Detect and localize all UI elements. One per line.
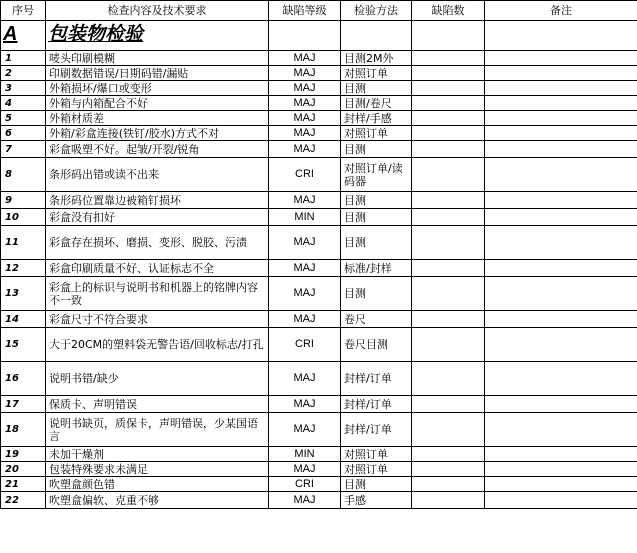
row-description: 吹塑盒颜色错	[46, 477, 269, 492]
row-remarks	[485, 158, 637, 192]
row-severity: MAJ	[269, 226, 341, 260]
section-row	[1, 21, 637, 51]
row-number: 20	[1, 462, 46, 477]
row-remarks	[485, 96, 637, 111]
row-description: 彩盒存在损坏、磨损、变形、脱胶、污渍	[46, 226, 269, 260]
row-description: 唛头印刷模糊	[46, 51, 269, 66]
col-header-method: 检验方法	[341, 1, 412, 21]
row-defect-count	[412, 96, 485, 111]
row-severity: CRI	[269, 328, 341, 362]
row-number: 16	[1, 362, 46, 396]
table-row	[1, 311, 637, 328]
row-remarks	[485, 51, 637, 66]
row-number: 3	[1, 81, 46, 96]
col-header-desc: 检查内容及技术要求	[46, 1, 269, 21]
row-number: 21	[1, 477, 46, 492]
row-defect-count	[412, 158, 485, 192]
row-method: 卷尺	[341, 311, 412, 328]
table-row	[1, 260, 637, 277]
row-number: 2	[1, 66, 46, 81]
table-row	[1, 81, 637, 96]
row-description: 彩盒上的标识与说明书和机器上的铭牌内容不一致	[46, 277, 269, 311]
row-number: 12	[1, 260, 46, 277]
table-row	[1, 447, 637, 462]
table-row	[1, 96, 637, 111]
row-remarks	[485, 362, 637, 396]
row-method: 对照订单/读码器	[341, 158, 412, 192]
row-remarks	[485, 126, 637, 141]
table-row	[1, 192, 637, 209]
table-row	[1, 492, 637, 509]
row-defect-count	[412, 209, 485, 226]
row-severity: MIN	[269, 447, 341, 462]
row-method: 目测	[341, 226, 412, 260]
row-severity: MAJ	[269, 260, 341, 277]
header-row	[1, 1, 637, 21]
col-header-no: 序号	[1, 1, 46, 21]
row-number: 15	[1, 328, 46, 362]
row-description: 说明书缺页，质保卡，声明错误，少某国语言	[46, 413, 269, 447]
row-method: 卷尺目测	[341, 328, 412, 362]
row-defect-count	[412, 447, 485, 462]
row-number: 9	[1, 192, 46, 209]
row-defect-count	[412, 141, 485, 158]
section-number: A	[1, 21, 46, 51]
row-defect-count	[412, 111, 485, 126]
row-defect-count	[412, 51, 485, 66]
row-method: 封样/订单	[341, 413, 412, 447]
row-defect-count	[412, 277, 485, 311]
row-defect-count	[412, 81, 485, 96]
row-number: 6	[1, 126, 46, 141]
row-remarks	[485, 447, 637, 462]
row-severity: MAJ	[269, 66, 341, 81]
row-number: 17	[1, 396, 46, 413]
table-row	[1, 66, 637, 81]
row-description: 保质卡、声明错误	[46, 396, 269, 413]
table-row	[1, 209, 637, 226]
row-description: 彩盒印刷质量不好、认证标志不全	[46, 260, 269, 277]
row-remarks	[485, 462, 637, 477]
table-row	[1, 277, 637, 311]
row-defect-count	[412, 462, 485, 477]
row-description: 外箱与内箱配合不好	[46, 96, 269, 111]
row-defect-count	[412, 413, 485, 447]
row-description: 外箱材质差	[46, 111, 269, 126]
row-description: 彩盒吸塑不好。起皱/开裂/锐角	[46, 141, 269, 158]
row-severity: CRI	[269, 477, 341, 492]
row-severity: MAJ	[269, 111, 341, 126]
row-method: 目测2M外	[341, 51, 412, 66]
row-method: 目测	[341, 209, 412, 226]
row-defect-count	[412, 396, 485, 413]
table-row	[1, 141, 637, 158]
row-number: 5	[1, 111, 46, 126]
row-number: 10	[1, 209, 46, 226]
row-description: 印刷数据错误/日期码错/漏贴	[46, 66, 269, 81]
table-row	[1, 51, 637, 66]
row-method: 封样/订单	[341, 362, 412, 396]
row-method: 对照订单	[341, 462, 412, 477]
table-row	[1, 226, 637, 260]
row-severity: MAJ	[269, 462, 341, 477]
row-severity: MAJ	[269, 492, 341, 509]
row-remarks	[485, 260, 637, 277]
col-header-severity: 缺陷等级	[269, 1, 341, 21]
row-defect-count	[412, 192, 485, 209]
row-defect-count	[412, 126, 485, 141]
row-severity: MIN	[269, 209, 341, 226]
row-severity: MAJ	[269, 311, 341, 328]
row-defect-count	[412, 477, 485, 492]
table-row	[1, 126, 637, 141]
row-severity: MAJ	[269, 396, 341, 413]
row-description: 条形码位置靠边被箱钉损坏	[46, 192, 269, 209]
row-remarks	[485, 396, 637, 413]
row-number: 1	[1, 51, 46, 66]
row-description: 外箱损坏/爆口或变形	[46, 81, 269, 96]
col-header-defects: 缺陷数	[412, 1, 485, 21]
row-severity: MAJ	[269, 192, 341, 209]
row-method: 目测/卷尺	[341, 96, 412, 111]
row-remarks	[485, 192, 637, 209]
row-number: 14	[1, 311, 46, 328]
row-description: 大于20CM的塑料袋无警告语/回收标志/打孔	[46, 328, 269, 362]
row-method: 对照订单	[341, 126, 412, 141]
row-severity: MAJ	[269, 413, 341, 447]
row-number: 4	[1, 96, 46, 111]
row-remarks	[485, 111, 637, 126]
row-remarks	[485, 277, 637, 311]
row-number: 8	[1, 158, 46, 192]
row-remarks	[485, 413, 637, 447]
row-remarks	[485, 311, 637, 328]
row-description: 说明书错/缺少	[46, 362, 269, 396]
row-severity: MAJ	[269, 362, 341, 396]
row-remarks	[485, 81, 637, 96]
row-remarks	[485, 66, 637, 81]
row-severity: MAJ	[269, 81, 341, 96]
table-row	[1, 477, 637, 492]
row-remarks	[485, 328, 637, 362]
table-row	[1, 413, 637, 447]
row-severity: MAJ	[269, 277, 341, 311]
row-defect-count	[412, 492, 485, 509]
row-severity: MAJ	[269, 126, 341, 141]
row-number: 22	[1, 492, 46, 509]
row-method: 目测	[341, 192, 412, 209]
row-remarks	[485, 492, 637, 509]
table-row	[1, 462, 637, 477]
row-description: 外箱/彩盒连接(铁钉/胶水)方式不对	[46, 126, 269, 141]
row-remarks	[485, 477, 637, 492]
table-row	[1, 158, 637, 192]
row-method: 目测	[341, 477, 412, 492]
row-severity: MAJ	[269, 51, 341, 66]
row-method: 封样/手感	[341, 111, 412, 126]
row-severity: CRI	[269, 158, 341, 192]
row-defect-count	[412, 328, 485, 362]
row-description: 彩盒没有扣好	[46, 209, 269, 226]
row-method: 对照订单	[341, 447, 412, 462]
row-description: 彩盒尺寸不符合要求	[46, 311, 269, 328]
row-severity: MAJ	[269, 96, 341, 111]
table-row	[1, 111, 637, 126]
row-defect-count	[412, 66, 485, 81]
table-row	[1, 362, 637, 396]
row-number: 19	[1, 447, 46, 462]
row-number: 11	[1, 226, 46, 260]
row-description: 吹塑盒偏软、克重不够	[46, 492, 269, 509]
row-severity: MAJ	[269, 141, 341, 158]
row-number: 13	[1, 277, 46, 311]
row-defect-count	[412, 226, 485, 260]
row-remarks	[485, 226, 637, 260]
col-header-remarks: 备注	[485, 1, 637, 21]
row-defect-count	[412, 362, 485, 396]
table-row	[1, 328, 637, 362]
row-method: 目测	[341, 277, 412, 311]
row-defect-count	[412, 311, 485, 328]
row-method: 手感	[341, 492, 412, 509]
row-description: 未加干燥剂	[46, 447, 269, 462]
row-description: 包装特殊要求未满足	[46, 462, 269, 477]
row-remarks	[485, 209, 637, 226]
row-number: 18	[1, 413, 46, 447]
row-method: 封样/订单	[341, 396, 412, 413]
row-method: 对照订单	[341, 66, 412, 81]
section-title: 包装物检验	[46, 21, 269, 51]
table-row	[1, 396, 637, 413]
row-defect-count	[412, 260, 485, 277]
row-remarks	[485, 141, 637, 158]
row-number: 7	[1, 141, 46, 158]
row-method: 标准/封样	[341, 260, 412, 277]
row-method: 目测	[341, 81, 412, 96]
row-description: 条形码出错或读不出来	[46, 158, 269, 192]
row-method: 目测	[341, 141, 412, 158]
